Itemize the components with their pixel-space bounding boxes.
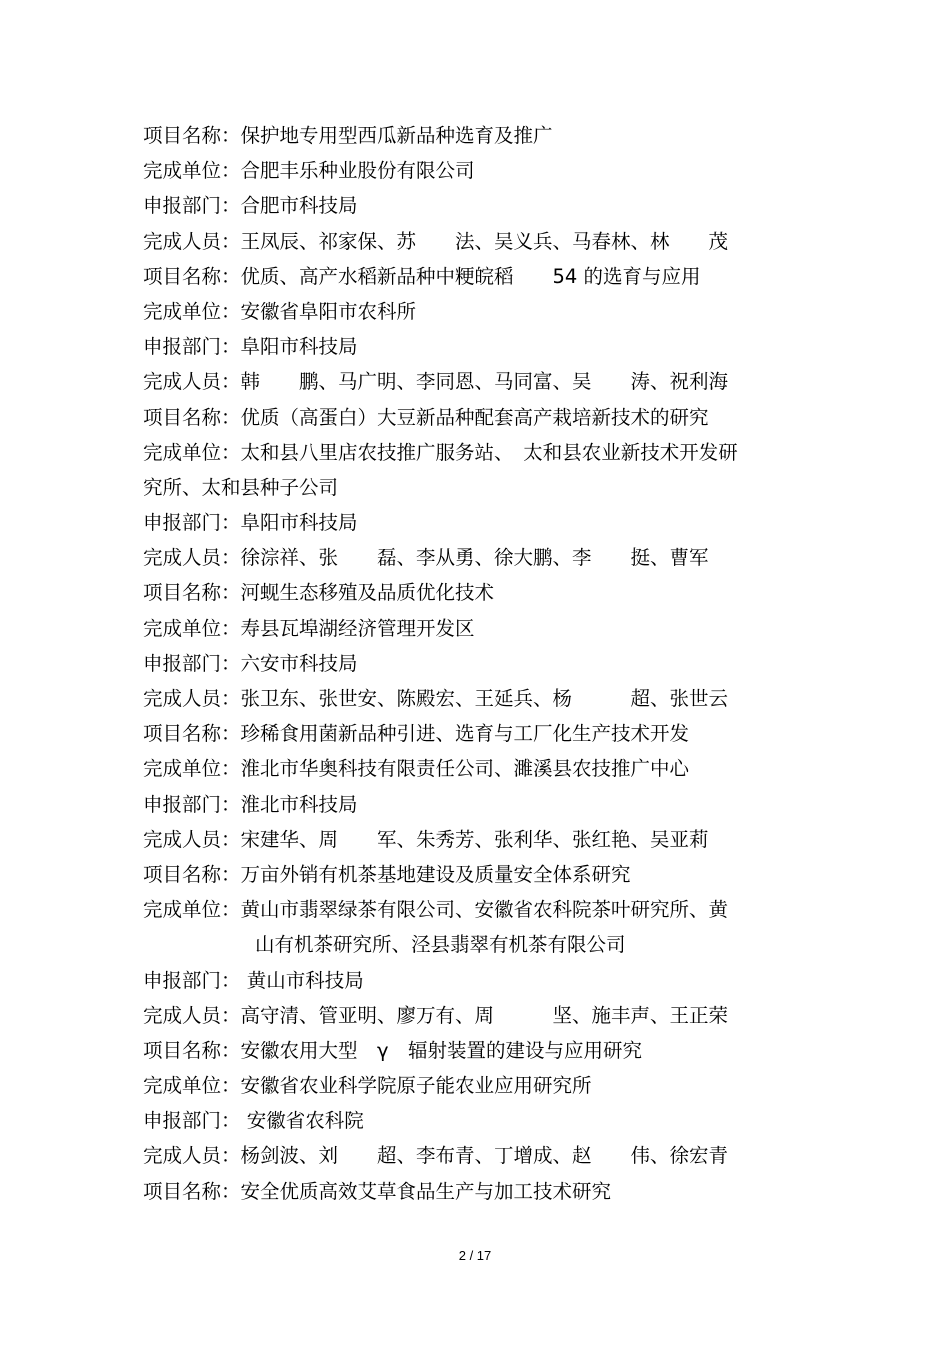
text-line: 申报部门：阜阳市科技局 (143, 335, 358, 359)
text-line: 完成单位：安徽省农业科学院原子能农业应用研究所 (143, 1074, 592, 1098)
text-line: 完成人员：韩 鹏、马广明、李同恩、马同富、吴 涛、祝利海 (143, 370, 729, 394)
document-body (143, 118, 823, 1209)
text-line: 项目名称：安徽农用大型 γ 辐射装置的建设与应用研究 (143, 1038, 643, 1062)
text-line: 项目名称：珍稀食用菌新品种引进、选育与工厂化生产技术开发 (143, 722, 690, 746)
text-line: 完成人员：杨剑波、刘 超、李布青、丁增成、赵 伟、徐宏青 (143, 1144, 729, 1168)
text-line: 申报部门： 安徽省农科院 (143, 1109, 364, 1133)
text-line: 完成单位：淮北市华奥科技有限责任公司、濉溪县农技推广中心 (143, 757, 690, 781)
text-line: 项目名称：安全优质高效艾草食品生产与加工技术研究 (143, 1179, 612, 1203)
page-number: 2 / 17 (458, 1248, 492, 1263)
text-line: 完成人员：王凤辰、祁家保、苏 法、吴义兵、马春林、林 茂 (143, 229, 729, 253)
text-line: 项目名称：优质、高产水稻新品种中粳皖稻 54 的选育与应用 (143, 264, 701, 288)
text-line: 完成单位：黄山市翡翠绿茶有限公司、安徽省农科院茶叶研究所、黄 (143, 898, 729, 922)
text-line: 完成单位：合肥丰乐种业股份有限公司 (143, 159, 475, 183)
text-line: 完成单位：太和县八里店农技推广服务站、 太和县农业新技术开发研 (143, 440, 738, 464)
text-line: 申报部门：阜阳市科技局 (143, 511, 358, 535)
text-line: 完成人员：宋建华、周 军、朱秀芳、张利华、张红艳、吴亚莉 (143, 827, 709, 851)
text-line: 项目名称：河蚬生态移殖及品质优化技术 (143, 581, 495, 605)
text-line: 完成单位：安徽省阜阳市农科所 (143, 299, 417, 323)
text-line: 究所、太和县种子公司 (143, 475, 339, 499)
text-line: 项目名称：优质（高蛋白）大豆新品种配套高产栽培新技术的研究 (143, 405, 709, 429)
text-line: 完成单位：寿县瓦埠湖经济管理开发区 (143, 616, 475, 640)
text-line: 申报部门： 黄山市科技局 (143, 968, 364, 992)
text-line: 山有机茶研究所、泾县翡翠有机茶有限公司 (255, 933, 626, 957)
text-line: 项目名称：万亩外销有机茶基地建设及质量安全体系研究 (143, 862, 631, 886)
text-line: 申报部门：合肥市科技局 (143, 194, 358, 218)
text-line: 完成人员：高守清、管亚明、廖万有、周 坚、施丰声、王正荣 (143, 1003, 729, 1027)
text-line: 申报部门：六安市科技局 (143, 651, 358, 675)
text-line: 申报部门：淮北市科技局 (143, 792, 358, 816)
text-line: 完成人员：张卫东、张世安、陈殿宏、王延兵、杨 超、张世云 (143, 687, 729, 710)
text-line: 完成人员：徐淙祥、张 磊、李从勇、徐大鹏、李 挺、曹军 (143, 546, 709, 570)
text-line: 项目名称：保护地专用型西瓜新品种选育及推广 (143, 124, 553, 147)
